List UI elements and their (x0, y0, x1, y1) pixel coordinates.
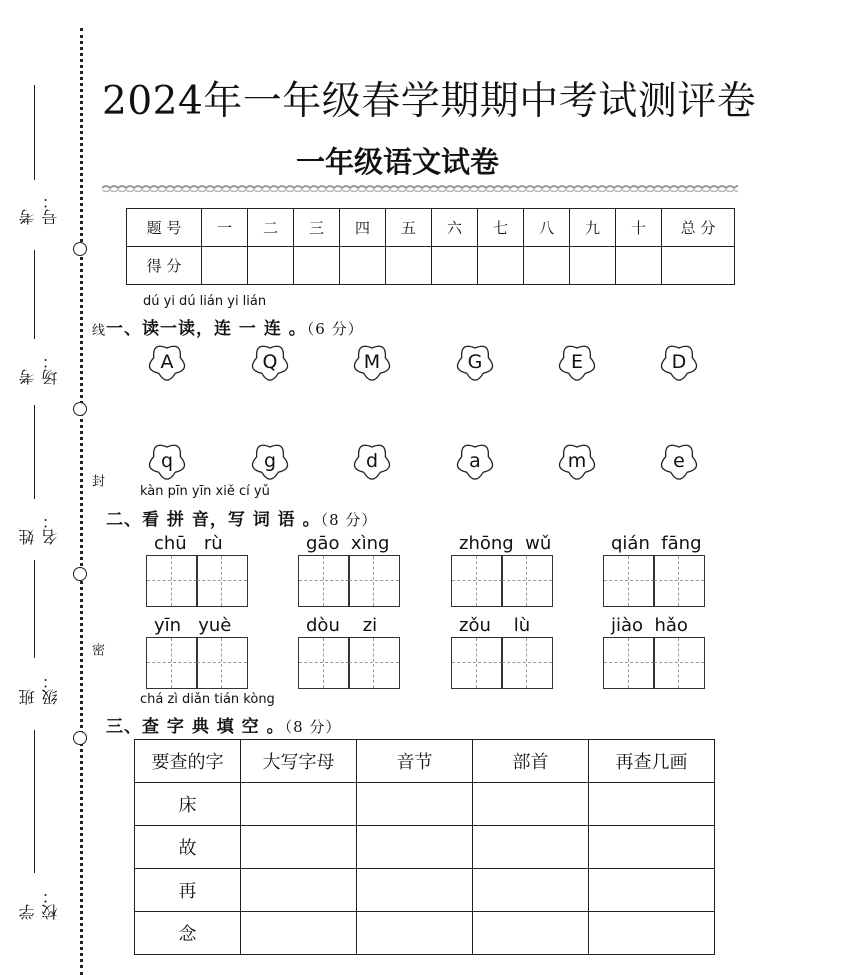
name-label: 姓名： (18, 513, 60, 545)
answer-cell[interactable] (357, 912, 473, 955)
question-number: 三 (294, 209, 340, 247)
exam-room-label: 考场： (18, 353, 60, 385)
answer-cell[interactable] (589, 826, 715, 869)
letter: A (160, 351, 174, 373)
lowercase-letter-badge (147, 441, 187, 481)
section2-points: （8 分） (320, 511, 378, 529)
answer-cell[interactable] (589, 869, 715, 912)
answer-cell[interactable] (357, 826, 473, 869)
letter: D (671, 351, 687, 373)
section1-heading (106, 314, 364, 339)
uppercase-letter-badge (147, 342, 187, 382)
character-writing-box[interactable] (146, 637, 198, 689)
wavy-divider (102, 183, 738, 193)
class-label: 班级： (18, 673, 60, 705)
character-writing-box[interactable] (298, 637, 350, 689)
column-header: 音节 (357, 740, 473, 783)
letter: E (570, 351, 583, 373)
binding-ring (73, 402, 87, 416)
character-writing-box[interactable] (451, 555, 503, 607)
answer-cell[interactable] (589, 783, 715, 826)
answer-cell[interactable] (241, 783, 357, 826)
score-cell[interactable] (294, 247, 340, 285)
score-cell[interactable] (432, 247, 478, 285)
dictionary-row (135, 912, 715, 955)
question-number: 七 (478, 209, 524, 247)
binding-ring (73, 567, 87, 581)
letter: Q (262, 351, 278, 373)
score-cell[interactable] (386, 247, 432, 285)
pinyin-word: yīn yuè (154, 615, 232, 636)
binding-ring (73, 731, 87, 745)
question-number: 二 (248, 209, 294, 247)
score-cell[interactable] (524, 247, 570, 285)
exam-room-field[interactable] (18, 250, 60, 385)
character-writing-box[interactable] (298, 555, 350, 607)
score-cell[interactable] (202, 247, 248, 285)
score-cell[interactable] (478, 247, 524, 285)
section2-heading-text: 二、看 拼 音，写 词 语 。 (106, 510, 321, 530)
pinyin-word: zǒu lù (459, 615, 531, 636)
pinyin-word: zhōng wǔ (459, 533, 552, 554)
lowercase-letter-badge (455, 441, 495, 481)
answer-cell[interactable] (357, 869, 473, 912)
section2-pinyin: kàn pīn yīn xiě cí yǔ (140, 484, 270, 499)
answer-cell[interactable] (241, 912, 357, 955)
pinyin-word: dòu zi (306, 615, 378, 636)
lookup-character: 念 (135, 912, 241, 955)
lowercase-letter-badge (659, 441, 699, 481)
score-header-row (127, 209, 735, 247)
character-writing-box[interactable] (501, 555, 553, 607)
lookup-character: 再 (135, 869, 241, 912)
column-header: 大写字母 (241, 740, 357, 783)
score-row (127, 247, 735, 285)
letter: M (363, 351, 381, 373)
section1-heading-text: 一、读一读，连 一 连 。 (106, 319, 307, 339)
letter: q (160, 450, 174, 472)
seal-word-feng: 封 (89, 474, 104, 487)
seal-word-xian: 线 (89, 323, 104, 336)
character-writing-box[interactable] (451, 637, 503, 689)
section3-pinyin: chá zì diǎn tián kòng (140, 692, 275, 707)
letter: m (567, 450, 587, 472)
section3-heading-text: 三、查 字 典 填 空 。 (106, 717, 285, 737)
section3-points: （8 分） (284, 718, 342, 736)
school-field[interactable] (18, 730, 60, 920)
seal-word-mi: 密 (89, 643, 104, 656)
exam-number-label: 考号： (18, 193, 60, 225)
binding-dotted-line (80, 28, 83, 975)
score-cell[interactable] (616, 247, 662, 285)
character-writing-box[interactable] (348, 555, 400, 607)
uppercase-letter-badge (250, 342, 290, 382)
character-writing-box[interactable] (603, 637, 655, 689)
pinyin-word: gāo xìng (306, 533, 390, 554)
character-writing-box[interactable] (603, 555, 655, 607)
pinyin-word: qián fāng (611, 533, 702, 554)
dictionary-row (135, 826, 715, 869)
pinyin-word: chū rù (154, 533, 223, 554)
total-score-label: 总 分 (662, 209, 735, 247)
question-number: 九 (570, 209, 616, 247)
letter: e (673, 450, 685, 472)
score-label: 得 分 (127, 247, 202, 285)
dictionary-row (135, 783, 715, 826)
letter: G (467, 351, 483, 373)
answer-cell[interactable] (589, 912, 715, 955)
score-cell[interactable] (340, 247, 386, 285)
column-header: 要查的字 (135, 740, 241, 783)
question-number: 八 (524, 209, 570, 247)
question-number: 十 (616, 209, 662, 247)
answer-cell[interactable] (241, 869, 357, 912)
answer-cell[interactable] (473, 869, 589, 912)
section1-pinyin: dú yi dú lián yi lián (143, 294, 267, 309)
binding-ring (73, 242, 87, 256)
question-number: 六 (432, 209, 478, 247)
uppercase-letter-badge (557, 342, 597, 382)
answer-cell[interactable] (473, 826, 589, 869)
section2-heading (106, 505, 377, 530)
character-writing-box[interactable] (196, 555, 248, 607)
character-writing-box[interactable] (348, 637, 400, 689)
letter: g (263, 450, 277, 472)
question-number-label: 题 号 (127, 209, 202, 247)
lookup-character: 故 (135, 826, 241, 869)
school-label: 学校： (18, 888, 60, 920)
lookup-character: 床 (135, 783, 241, 826)
page-title: 2024年一年级春学期期中考试测评卷 (102, 79, 757, 124)
lowercase-letter-badge (250, 441, 290, 481)
character-writing-box[interactable] (196, 637, 248, 689)
paper-subtitle: 一年级语文试卷 (296, 145, 500, 179)
dictionary-table (134, 739, 715, 955)
exam-number-field[interactable] (18, 85, 60, 225)
dictionary-header-row (135, 740, 715, 783)
section3-heading (106, 712, 341, 737)
column-header: 再查几画 (589, 740, 715, 783)
pinyin-word: jiào hǎo (611, 615, 688, 636)
character-writing-box[interactable] (501, 637, 553, 689)
score-cell[interactable] (570, 247, 616, 285)
character-writing-box[interactable] (653, 555, 705, 607)
uppercase-letter-badge (352, 342, 392, 382)
question-number: 一 (202, 209, 248, 247)
letter: d (365, 450, 379, 472)
class-field[interactable] (18, 560, 60, 705)
uppercase-letter-badge (659, 342, 699, 382)
character-writing-box[interactable] (146, 555, 198, 607)
lowercase-letter-badge (352, 441, 392, 481)
character-writing-box[interactable] (653, 637, 705, 689)
name-field[interactable] (18, 405, 60, 545)
answer-cell[interactable] (473, 912, 589, 955)
score-cell[interactable] (248, 247, 294, 285)
answer-cell[interactable] (473, 783, 589, 826)
question-number: 四 (340, 209, 386, 247)
dictionary-row (135, 869, 715, 912)
answer-cell[interactable] (241, 826, 357, 869)
column-header: 部首 (473, 740, 589, 783)
lowercase-letter-badge (557, 441, 597, 481)
letter: a (469, 450, 481, 472)
score-table (126, 208, 735, 285)
question-number: 五 (386, 209, 432, 247)
answer-cell[interactable] (357, 783, 473, 826)
total-score-cell[interactable] (662, 247, 735, 285)
uppercase-letter-badge (455, 342, 495, 382)
section1-points: （6 分） (306, 320, 364, 338)
